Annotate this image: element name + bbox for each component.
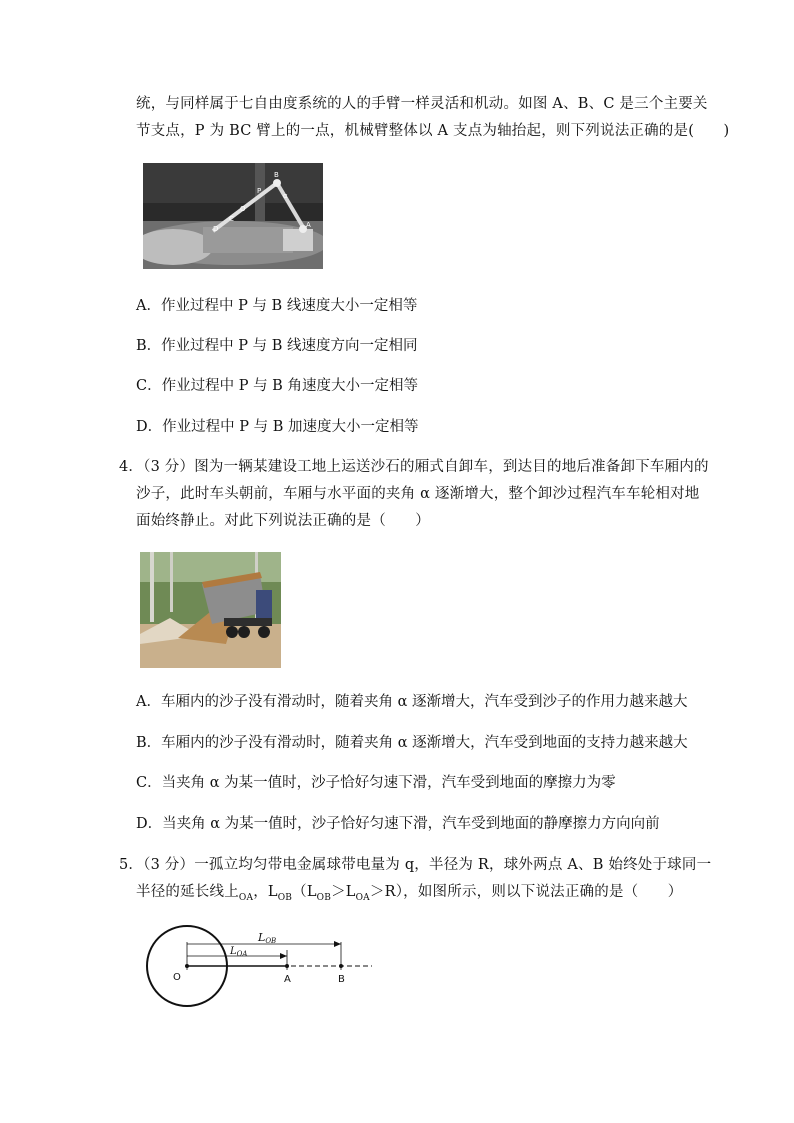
q5-stem-line-1: 5．（3 分）一孤立均匀带电金属球带电量为 q，半径为 R，球外两点 A、B 始终处于球同一 [119, 857, 712, 873]
q3-option-b: B．作业过程中 P 与 B 线速度方向一定相同 [136, 338, 418, 354]
charged-sphere-diagram [140, 920, 380, 1010]
lob-label: LOB [258, 931, 277, 945]
q4-option-a: A．车厢内的沙子没有滑动时，随着夹角 α 逐渐增大，汽车受到沙子的作用力越来越大 [136, 694, 688, 710]
point-b-label: B [338, 974, 345, 985]
sphere-figure [140, 920, 380, 1010]
q4-option-d: D．当夹角 α 为某一值时，沙子恰好匀速下滑，汽车受到地面的静摩擦力方向向前 [136, 816, 660, 832]
q4-stem-line-1: 4．（3 分）图为一辆某建设工地上运送沙石的厢式自卸车，到达目的地后准备卸下车厢内的 [119, 459, 709, 475]
fig-label-p: P [257, 187, 262, 195]
q3-option-d: D．作业过程中 P 与 B 加速度大小一定相等 [136, 419, 419, 435]
dump-truck-illustration [140, 552, 281, 668]
loa-label: $L_{OA}$ [230, 946, 248, 958]
q4-stem-line-2: 沙子，此时车头朝前，车厢与水平面的夹角 α 逐渐增大，整个卸沙过程汽车车轮相对地 [136, 486, 700, 502]
q5-line2-pre: 半径的延长线上 [136, 884, 239, 900]
fig-label-d: D [213, 225, 219, 233]
q3-option-c: C．作业过程中 P 与 B 角速度大小一定相等 [136, 378, 418, 394]
q5-line2-mid2: （L [292, 884, 317, 900]
q3-option-a: A．作业过程中 P 与 B 线速度大小一定相等 [136, 298, 418, 314]
q3-stem-line-1: 统，与同样属于七自由度系统的人的手臂一样灵活和机动。如图 A、B、C 是三个主要关 [136, 96, 708, 112]
q5-line2-sub-oa: OA [238, 892, 254, 903]
robotic-arm-photo [143, 163, 323, 269]
q5-line2-post: ＞R），如图所示，则以下说法正确的是（ ） [369, 884, 683, 900]
fig-label-alpha: α [283, 192, 288, 200]
q5-line2-mid3: ＞L [331, 884, 356, 900]
q5-line2-sub-ob-2: OB [316, 892, 332, 903]
q5-line2-mid: ，L [253, 884, 278, 900]
fig-label-b: B [274, 171, 279, 179]
q5-line2-sub-ob: OB [277, 892, 293, 903]
q4-option-b: B．车厢内的沙子没有滑动时，随着夹角 α 逐渐增大，汽车受到地面的支持力越来越大 [136, 735, 688, 751]
q3-stem-line-2: 节支点，P 为 BC 臂上的一点，机械臂整体以 A 支点为轴抬起，则下列说法正确的是( ) [136, 123, 730, 139]
fig-label-o: O [240, 205, 246, 213]
robotic-arm-illustration [143, 163, 323, 269]
q5-stem-line-2 [136, 882, 682, 908]
q5-line2-sub-oa-2: OA [355, 892, 370, 903]
q4-stem-line-3: 面始终静止。对此下列说法正确的是（ ） [136, 513, 430, 529]
fig-label-c: C [229, 215, 234, 223]
dump-truck-photo [140, 552, 281, 668]
fig-label-a: A [306, 221, 311, 229]
q4-option-c: C．当夹角 α 为某一值时，沙子恰好匀速下滑，汽车受到地面的摩擦力为零 [136, 775, 616, 791]
point-o-label: O [173, 972, 181, 983]
point-a-label: A [284, 974, 291, 985]
